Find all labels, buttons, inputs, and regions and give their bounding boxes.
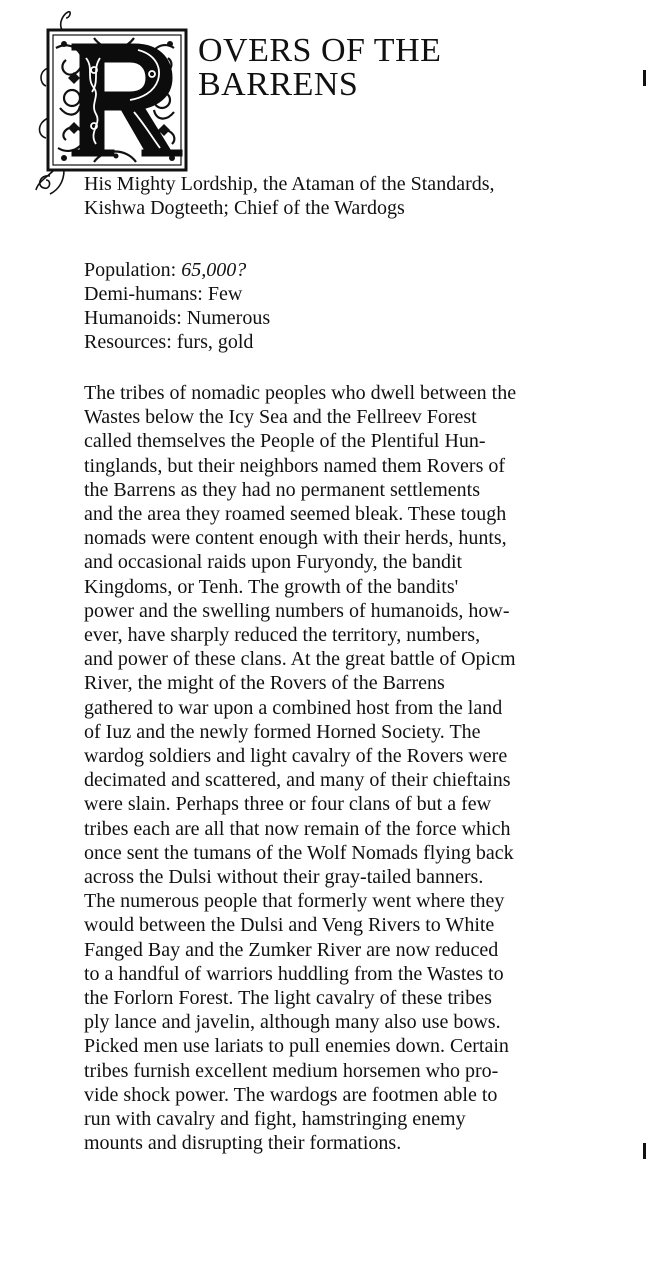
stat-value: 65,000?: [181, 259, 247, 281]
body-line: called themselves the People of the Plentiful Hun-: [84, 430, 486, 453]
body-line: the Barrens as they had no permanent settlements: [84, 478, 480, 501]
stat-label: Population:: [84, 259, 177, 281]
body-line: wardog soldiers and light cavalry of the Rovers were: [84, 745, 508, 768]
stat-label: Demi-humans:: [84, 283, 203, 305]
title-line-1: OVERS OF THE: [198, 32, 442, 69]
body-line: and power of these clans. At the great battle of Opicm: [84, 648, 516, 671]
body-line: The numerous people that formerly went where they: [84, 890, 505, 913]
stat-value: furs, gold: [176, 331, 254, 353]
stat-value: Few: [207, 283, 243, 305]
body-line: mounts and disrupting their formations.: [84, 1132, 402, 1155]
body-line: ever, have sharply reduced the territory, numbers,: [84, 624, 481, 647]
body-line: to a handful of warriors huddling from the Wastes to: [84, 962, 504, 985]
ruler-line: Kishwa Dogteeth; Chief of the Wardogs: [84, 197, 405, 219]
body-line: power and the swelling numbers of humanoids, how-: [84, 599, 510, 622]
title-line-2: BARRENS: [198, 66, 359, 103]
stats-list: [84, 258, 624, 354]
body-line: tribes each are all that now remain of the force which: [84, 817, 511, 840]
page-title: [198, 34, 441, 102]
stat-demi-humans: [84, 282, 624, 306]
stat-population: [84, 258, 624, 282]
ruler-title: [84, 172, 624, 220]
body-line: nomads were content enough with their herds, hunts,: [84, 527, 507, 550]
stat-value: Numerous: [186, 307, 271, 329]
body-paragraph: [84, 381, 629, 1156]
body-line: tinglands, but their neighbors named them Rovers of: [84, 454, 506, 477]
body-line: The tribes of nomadic peoples who dwell between the: [84, 382, 517, 404]
body-line: Fanged Bay and the Zumker River are now reduced: [84, 938, 499, 961]
stat-label: Humanoids:: [84, 307, 182, 329]
body-line: and occasional raids upon Furyondy, the bandit: [84, 551, 463, 574]
body-line: ply lance and javelin, although many also use bows.: [84, 1011, 501, 1034]
body-line: were slain. Perhaps three or four clans of but a few: [84, 793, 492, 816]
body-line: run with cavalry and fight, hamstringing enemy: [84, 1108, 466, 1131]
body-line: River, the might of the Rovers of the Barrens: [84, 672, 445, 695]
body-line: Wastes below the Icy Sea and the Fellreev Forest: [84, 406, 477, 429]
body-line: tribes furnish excellent medium horsemen who pro-: [84, 1059, 499, 1082]
illuminated-drop-cap-icon: [34, 8, 192, 198]
body-line: across the Dulsi without their gray-tailed banners.: [84, 866, 484, 889]
ruler-line: His Mighty Lordship, the Ataman of the Standards,: [84, 173, 495, 195]
stat-resources: [84, 330, 624, 354]
body-line: once sent the tumans of the Wolf Nomads flying back: [84, 841, 514, 864]
stat-humanoids: [84, 306, 624, 330]
body-line: Picked men use lariats to pull enemies down. Certain: [84, 1035, 509, 1058]
body-line: of Iuz and the newly formed Horned Society. The: [84, 720, 481, 743]
stat-label: Resources:: [84, 331, 172, 353]
body-line: the Forlorn Forest. The light cavalry of these tribes: [84, 987, 492, 1010]
body-line: gathered to war upon a combined host from the land: [84, 696, 503, 719]
body-line: and the area they roamed seemed bleak. These tough: [84, 503, 507, 526]
body-line: Kingdoms, or Tenh. The growth of the bandits': [84, 575, 459, 598]
body-line: decimated and scattered, and many of their chieftains: [84, 769, 511, 792]
body-line: would between the Dulsi and Veng Rivers to White: [84, 914, 495, 937]
body-line: vide shock power. The wardogs are footmen able to: [84, 1083, 498, 1106]
